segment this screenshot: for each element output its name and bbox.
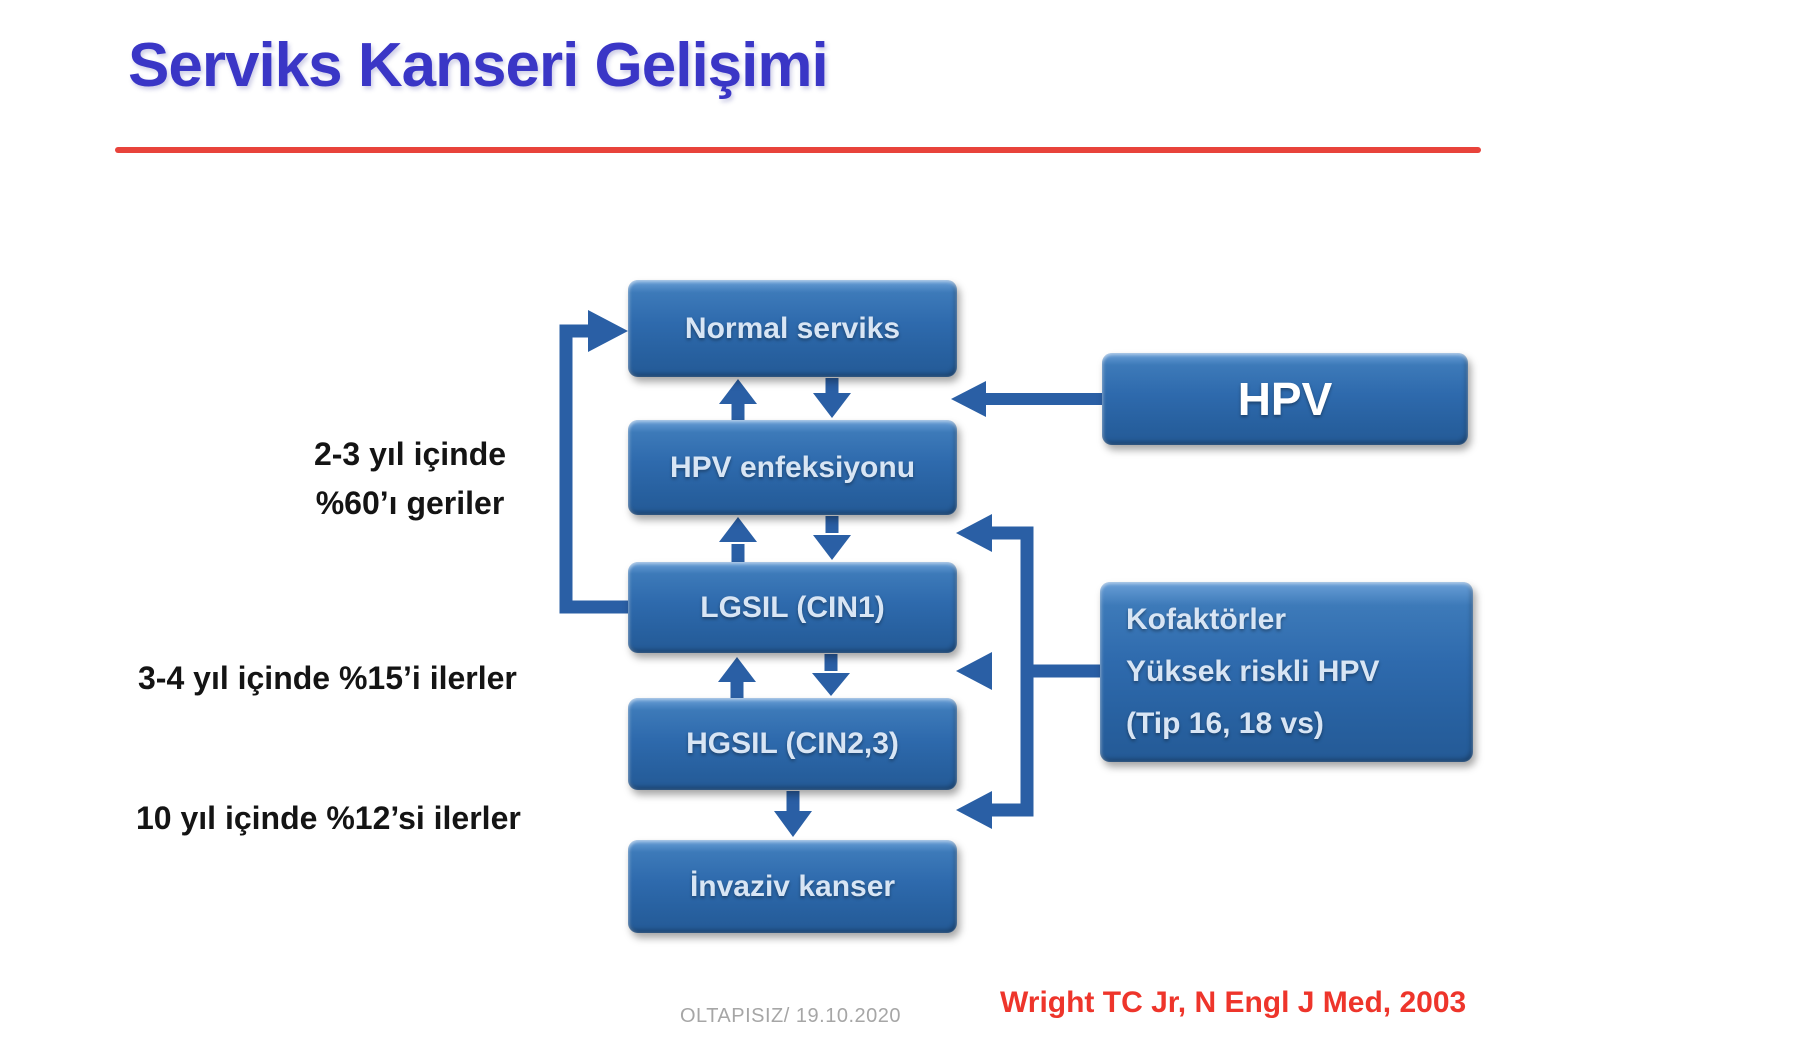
kofaktorler-line: Yüksek riskli HPV bbox=[1126, 655, 1380, 688]
arrow-loop-lgsil-to-normal-serviks bbox=[566, 310, 628, 607]
arrow-up-hgsil-to-lgsil bbox=[718, 657, 756, 698]
annotation-line: %60’ı geriler bbox=[315, 485, 505, 521]
annotation-progression-15: 3-4 yıl içinde %15’i ilerler bbox=[138, 660, 517, 696]
flow-box-hpv-enfeksiyonu bbox=[628, 420, 957, 515]
flow-box-label: Normal serviks bbox=[684, 311, 901, 345]
flow-box-label: İnvaziv kanser bbox=[689, 869, 896, 903]
arrow-down-lgsil-to-hgsil bbox=[812, 654, 850, 696]
kofaktorler-line: (Tip 16, 18 vs) bbox=[1126, 707, 1324, 740]
citation-reference: Wright TC Jr, N Engl J Med, 2003 bbox=[1000, 986, 1467, 1019]
annotation-regression bbox=[268, 430, 552, 528]
side-box-kofaktorler bbox=[1100, 582, 1473, 762]
flow-box-label: HPV enfeksiyonu bbox=[669, 450, 916, 484]
flow-box-hgsil bbox=[628, 698, 957, 790]
side-box-hpv bbox=[1102, 353, 1468, 445]
flow-box-normal-serviks bbox=[628, 280, 957, 377]
annotation-progression-12: 10 yıl içinde %12’si ilerler bbox=[136, 800, 521, 836]
side-box-label: HPV bbox=[1237, 373, 1333, 425]
flow-box-label: LGSIL (CIN1) bbox=[700, 590, 885, 624]
footer-datestamp: OLTAPISIZ/ 19.10.2020 bbox=[680, 1005, 901, 1027]
arrow-up-lgsil-to-hpv-enfeksiyonu bbox=[719, 517, 757, 562]
arrow-hpv-to-flow bbox=[951, 381, 1102, 417]
arrow-down-hpv-enfeksiyonu-to-lgsil bbox=[813, 516, 851, 560]
slide-title: Serviks Kanseri Gelişimi bbox=[128, 31, 828, 100]
arrow-down-normal-serviks-to-hpv-enfeksiyonu bbox=[813, 378, 851, 418]
kofaktorler-line: Kofaktörler bbox=[1126, 603, 1287, 636]
flow-box-lgsil bbox=[628, 562, 957, 653]
arrow-up-hpv-enfeksiyonu-to-normal-serviks bbox=[719, 379, 757, 420]
annotation-line: 2-3 yıl içinde bbox=[313, 436, 507, 472]
connector-kofaktorler-to-flow bbox=[956, 514, 1100, 829]
flow-box-label: HGSIL (CIN2,3) bbox=[686, 727, 899, 760]
flow-box-invaziv-kanser bbox=[628, 840, 957, 933]
arrow-down-hgsil-to-invaziv-kanser bbox=[774, 791, 812, 837]
